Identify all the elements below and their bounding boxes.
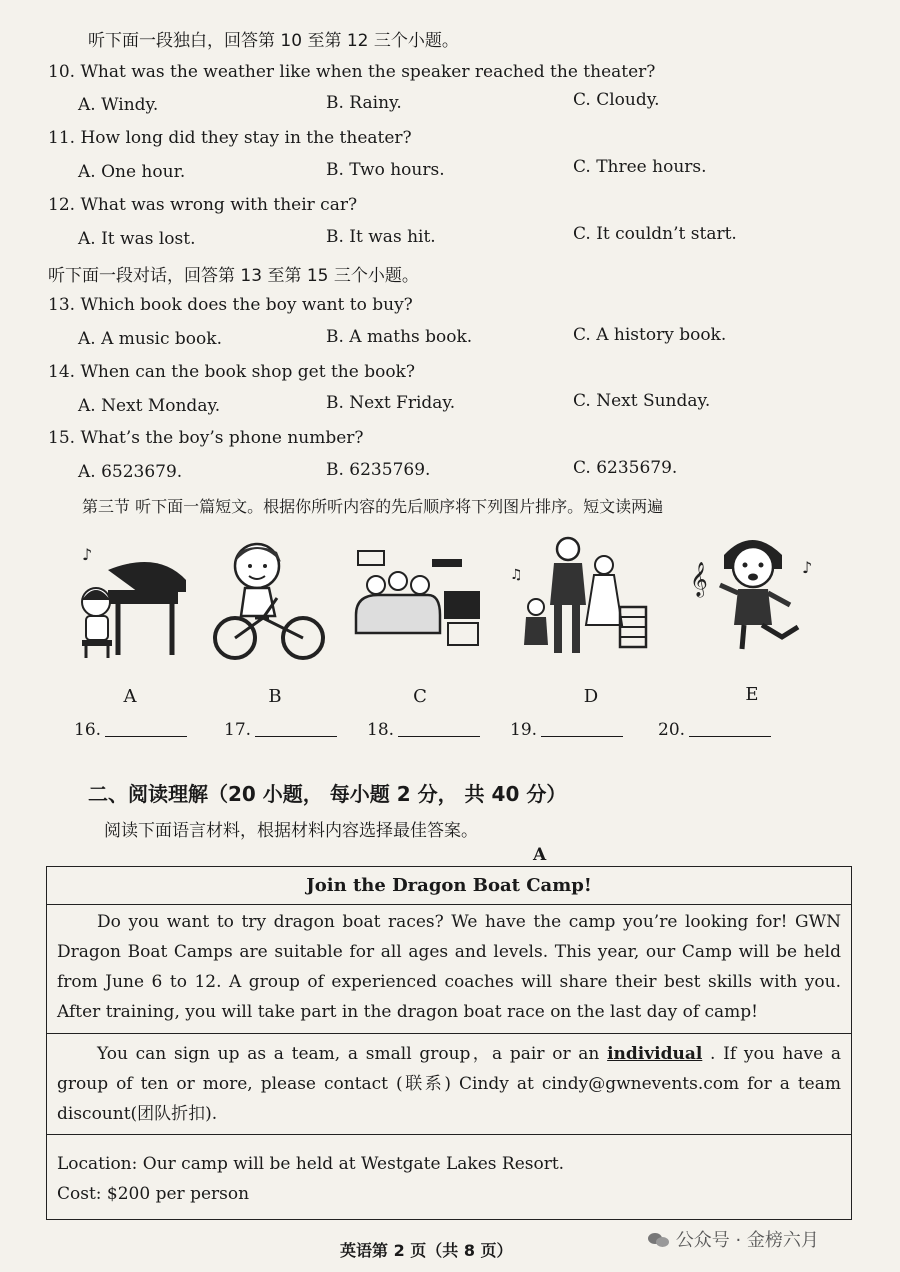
section-2-instruction: 阅读下面语言材料，根据材料内容选择最佳答案。 — [104, 821, 478, 841]
question-14: 14. When can the book shop get the book? — [48, 362, 415, 382]
svg-text:♫: ♫ — [510, 567, 523, 583]
passage-label: A — [533, 845, 547, 865]
page-footer: 英语第 2 页（共 8 页） — [340, 1241, 513, 1260]
ad-cost: Cost: $200 per person — [57, 1184, 250, 1204]
question-15: 15. What’s the boy’s phone number? — [48, 428, 364, 448]
option-10-a: A. Windy. — [78, 95, 159, 115]
picture-label-d: D — [583, 686, 599, 707]
option-14-b: B. Next Friday. — [326, 393, 456, 413]
wechat-icon — [648, 1231, 670, 1249]
picture-label-e: E — [745, 684, 759, 705]
svg-text:♪: ♪ — [82, 545, 93, 564]
option-14-a: A. Next Monday. — [78, 396, 221, 416]
option-13-c: C. A history book. — [573, 325, 727, 345]
option-11-c: C. Three hours. — [573, 157, 707, 177]
underlined-word: individual — [607, 1044, 703, 1064]
option-15-a: A. 6523679. — [78, 462, 183, 482]
blank-number: 17. — [224, 720, 252, 740]
answer-blank-20[interactable] — [658, 720, 771, 740]
picture-d-family-with-luggage — [506, 535, 656, 660]
option-13-b: B. A maths book. — [326, 327, 473, 347]
option-15-c: C. 6235679. — [573, 458, 678, 478]
answer-blank-19[interactable] — [510, 720, 623, 740]
ad-title: Join the Dragon Boat Camp! — [306, 875, 592, 896]
ad-paragraph-2: You can sign up as a team, a small group，a pair or an individual . If you have a group of ten or more, please contact (联系) Cindy at cindy@gwnevents.com for a team discount(团队折扣). — [57, 1044, 841, 1124]
svg-text:♪: ♪ — [802, 558, 813, 577]
blank-number: 19. — [510, 720, 538, 740]
picture-label-b: B — [268, 686, 282, 707]
blank-number: 20. — [658, 720, 686, 740]
watermark — [648, 1226, 819, 1252]
watermark-text: 公众号 · 金榜六月 — [675, 1230, 819, 1251]
question-13: 13. Which book does the boy want to buy? — [48, 295, 413, 315]
picture-a-girl-playing-piano — [68, 540, 193, 665]
question-12: 12. What was wrong with their car? — [48, 195, 358, 215]
option-12-c: C. It couldn’t start. — [573, 224, 737, 244]
instruction-monologue: 听下面一段独白，回答第 10 至第 12 三个小题。 — [88, 31, 459, 51]
picture-label-a: A — [123, 686, 137, 707]
option-12-a: A. It was lost. — [78, 229, 196, 249]
instruction-dialogue: 听下面一段对话，回答第 13 至第 15 三个小题。 — [48, 266, 419, 286]
dragon-boat-camp-ad — [46, 866, 852, 1220]
answer-blank-17[interactable] — [224, 720, 337, 740]
picture-e-girl-singing — [690, 525, 820, 660]
answer-blank-18[interactable] — [367, 720, 480, 740]
section-2-title: 二、阅读理解（20 小题， 每小题 2 分， 共 40 分） — [88, 782, 567, 806]
question-11: 11. How long did they stay in the theater? — [48, 128, 412, 148]
option-10-c: C. Cloudy. — [573, 90, 660, 110]
option-11-a: A. One hour. — [78, 162, 186, 182]
question-10: 10. What was the weather like when the speaker reached the theater? — [48, 62, 656, 82]
option-10-b: B. Rainy. — [326, 93, 402, 113]
svg-text:𝄞: 𝄞 — [690, 562, 708, 597]
option-11-b: B. Two hours. — [326, 160, 445, 180]
blank-number: 16. — [74, 720, 102, 740]
picture-c-family-watching-tv — [348, 545, 483, 655]
picture-b-girl-riding-bike — [205, 538, 330, 663]
option-12-b: B. It was hit. — [326, 227, 436, 247]
ad-location: Location: Our camp will be held at Westgate Lakes Resort. — [57, 1154, 565, 1174]
picture-label-c: C — [413, 686, 427, 707]
option-14-c: C. Next Sunday. — [573, 391, 711, 411]
answer-blank-16[interactable] — [74, 720, 187, 740]
option-15-b: B. 6235769. — [326, 460, 431, 480]
option-13-a: A. A music book. — [78, 329, 222, 349]
instruction-section-3: 第三节 听下面一篇短文。根据你所听内容的先后顺序将下列图片排序。短文读两遍 — [82, 497, 664, 516]
blank-number: 18. — [367, 720, 395, 740]
ad-paragraph-1: Do you want to try dragon boat races? We have the camp you’re looking for! GWN Dragon Boat Camps are suitable for all ages and levels. This year, our Camp will be held from June 6 to 12. A group of experienced coaches will share their best skills with you. After training, you will take part in the dragon boat race on the last day of camp! — [57, 912, 841, 1022]
